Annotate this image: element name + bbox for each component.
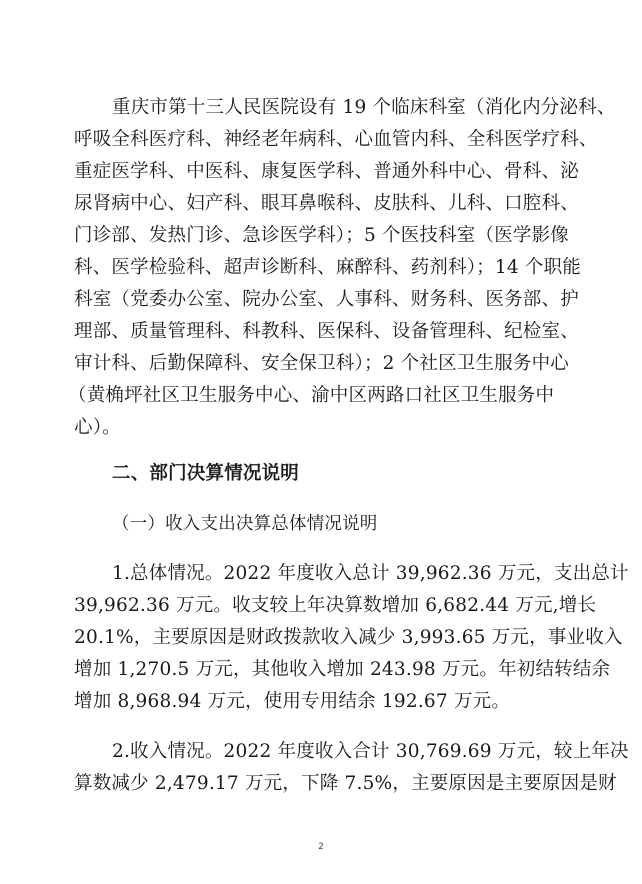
paragraph-line: 理部、质量管理科、科教科、医保科、设备管理科、纪检室、	[74, 321, 579, 342]
paragraph-line: 科、医学检验科、超声诊断科、麻醉科、药剂科）；14 个职能	[74, 257, 581, 278]
paragraph-line: 重症医学科、中医科、康复医学科、普通外科中心、骨科、泌	[74, 161, 579, 182]
paragraph-line: 重庆市第十三人民医院设有 19 个临床科室（消化内分泌科、	[112, 97, 616, 118]
paragraph-line: 尿肾病中心、妇产科、眼耳鼻喉科、皮肤科、儿科、口腔科、	[74, 193, 579, 214]
paragraph-line: （黄桷坪社区卫生服务中心、渝中区两路口社区卫生服务中	[68, 385, 555, 406]
paragraph-line: 增加 8,968.94 万元，使用专用结余 192.67 万元。	[74, 691, 511, 712]
paragraph-line: 1.总体情况。2022 年度收入总计 39,962.36 万元，支出总计	[112, 563, 629, 584]
paragraph-line: 科室（党委办公室、院办公室、人事科、财务科、医务部、护	[74, 289, 579, 310]
sub-heading: （一）收入支出决算总体情况说明	[112, 514, 378, 534]
paragraph-line: 心）。	[74, 417, 121, 438]
paragraph-line: 增加 1,270.5 万元，其他收入增加 243.98 万元。年初结转结余	[74, 659, 611, 680]
section-heading: 二、部门决算情况说明	[112, 463, 300, 484]
paragraph-line: 39,962.36 万元。收支较上年决算数增加 6,682.44 万元,增长	[74, 595, 597, 616]
paragraph-line: 门诊部、发热门诊、急诊医学科）；5 个医技科室（医学影像	[74, 225, 570, 246]
paragraph-line: 审计科、后勤保障科、安全保卫科）；2 个社区卫生服务中心	[74, 353, 570, 374]
paragraph-line: 2.收入情况。2022 年度收入合计 30,769.69 万元，较上年决	[112, 741, 629, 762]
paragraph-line: 算数减少 2,479.17 万元，下降 7.5%，主要原因是主要原因是财	[74, 773, 617, 794]
paragraph-line: 呼吸全科医疗科、神经老年病科、心血管内科、全科医学疗科、	[74, 129, 598, 150]
page-number: 2	[318, 842, 324, 852]
paragraph-line: 20.1%，主要原因是财政拨款收入减少 3,993.65 万元，事业收入	[74, 627, 623, 648]
